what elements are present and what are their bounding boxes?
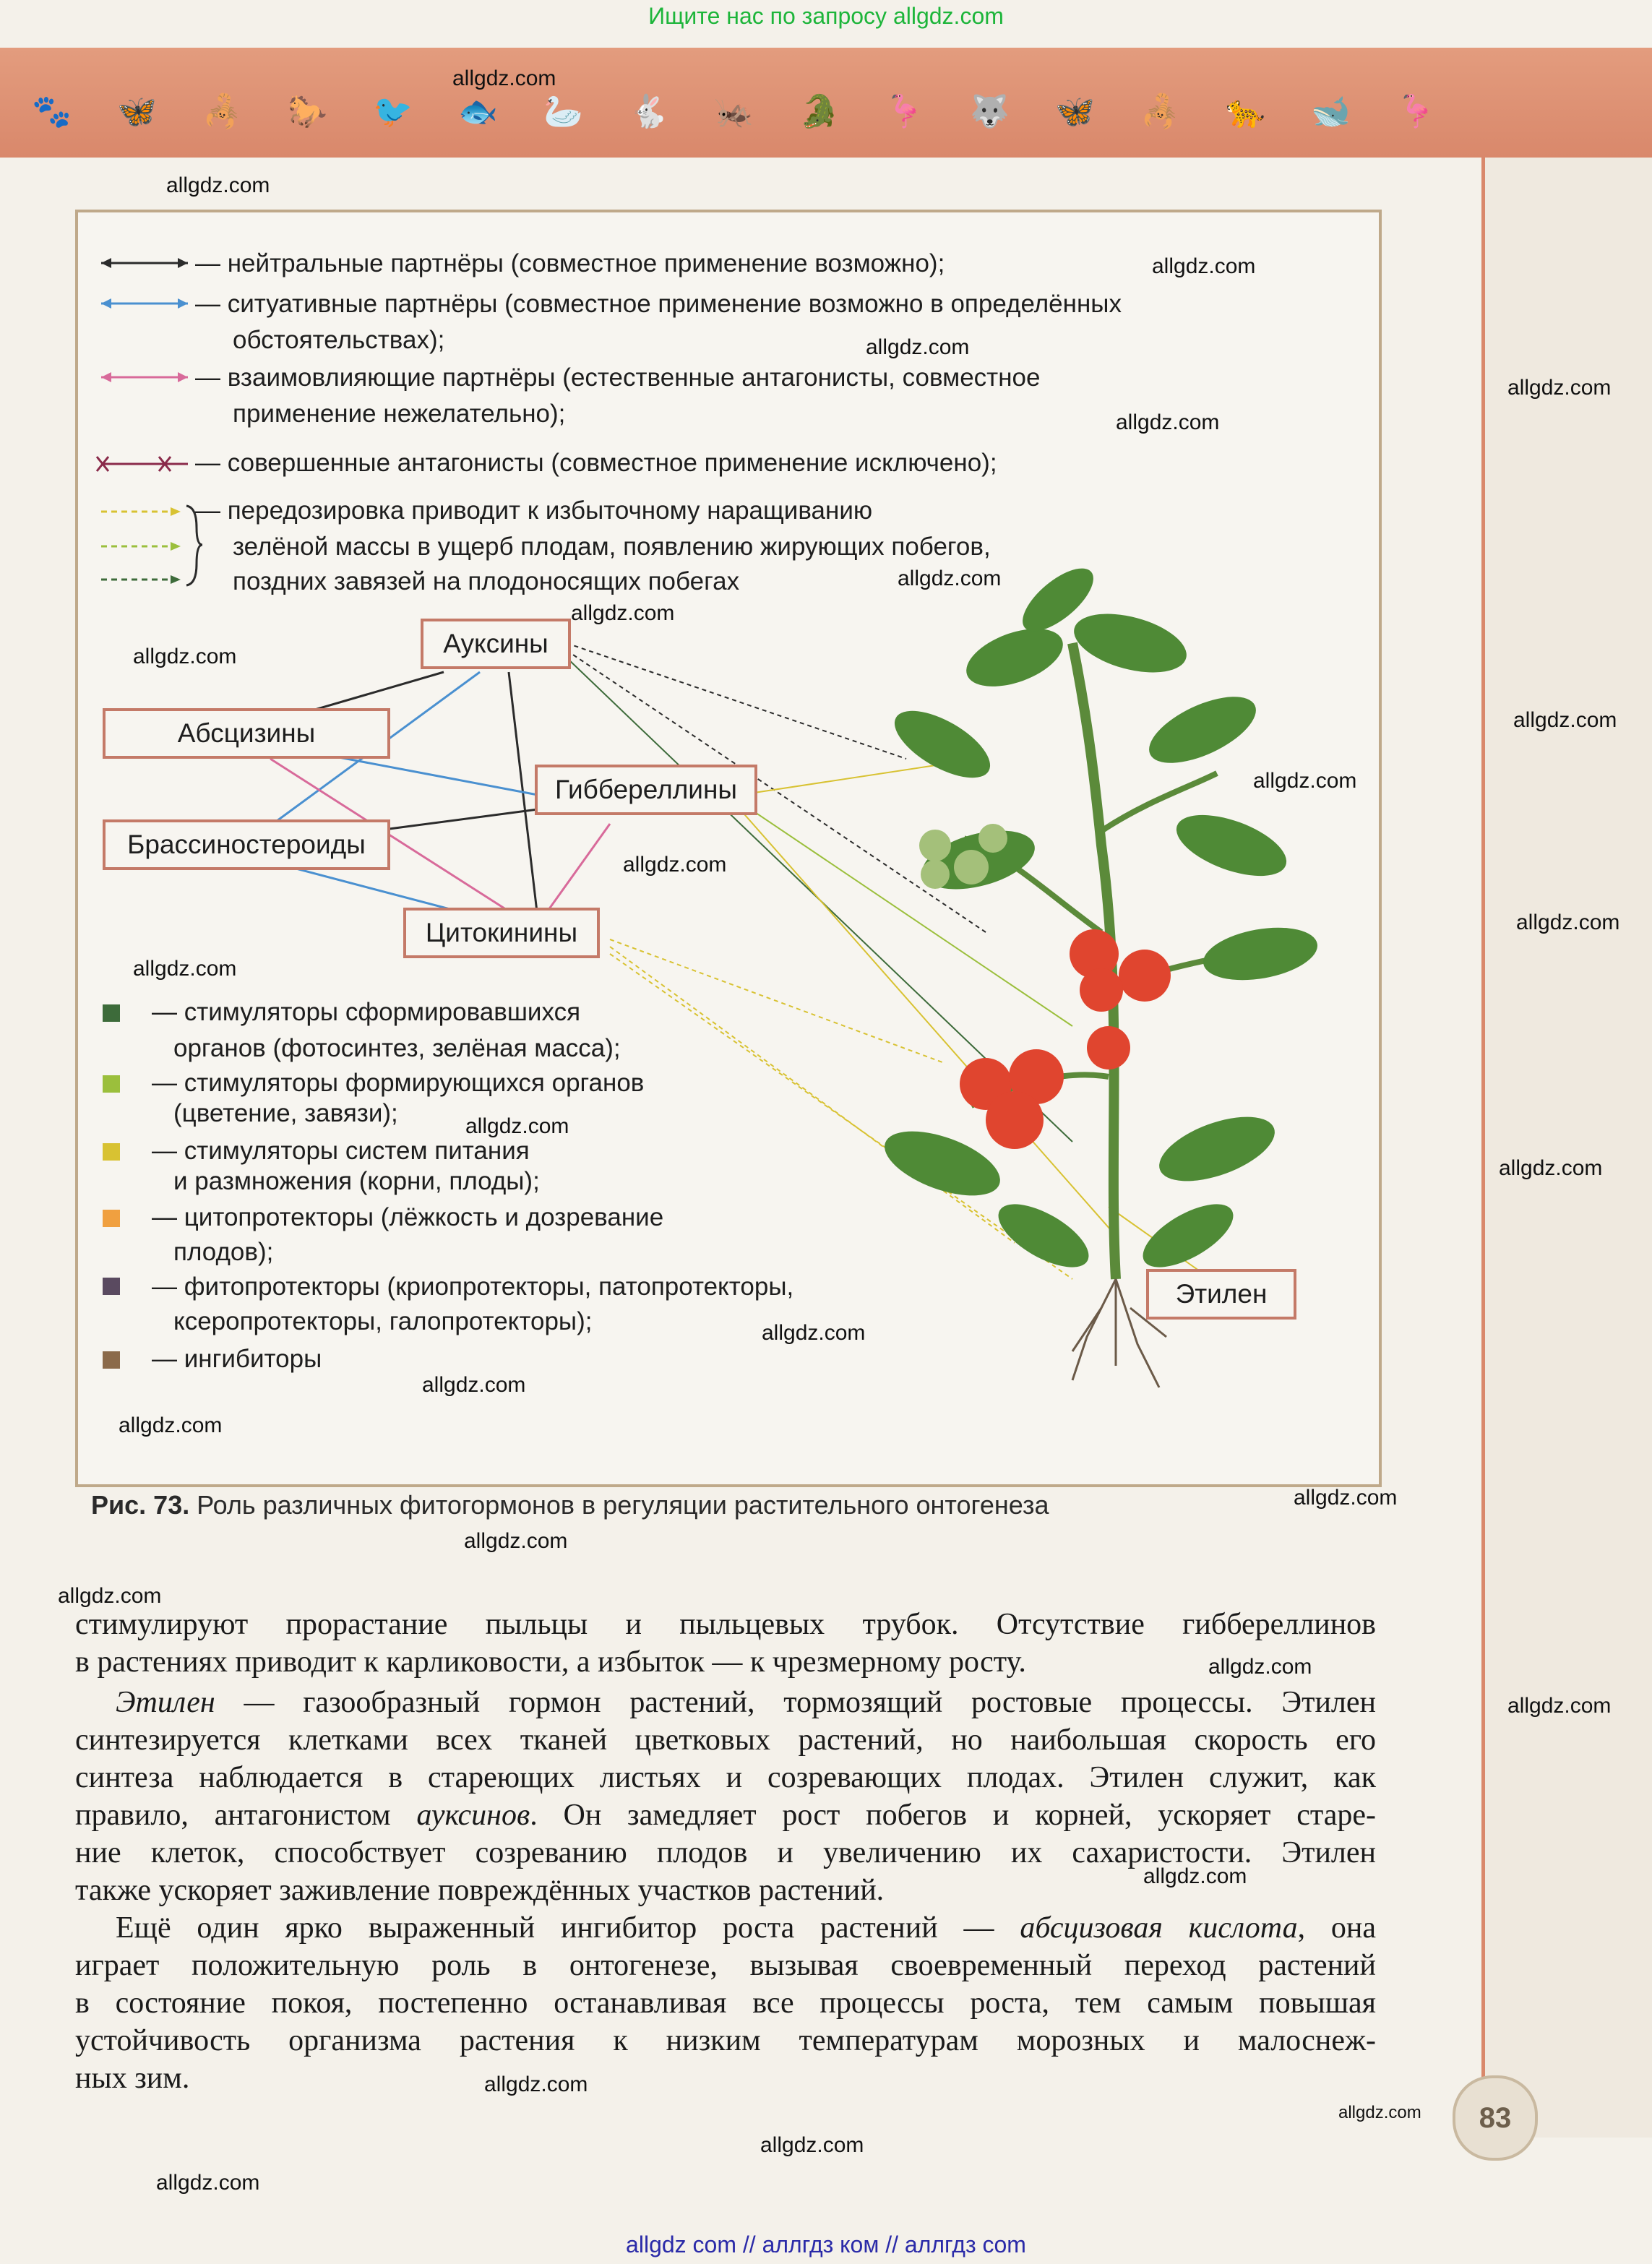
header-animal-icon: 🐺 bbox=[970, 94, 1010, 129]
header-animal-icon: 🦂 bbox=[1140, 94, 1180, 129]
color-legend-2b: (цветение, завязи); bbox=[173, 1099, 398, 1127]
body-line-10: играет положительную роль в онтогенезе, вызывая своевременный переход растений bbox=[75, 1949, 1376, 1982]
watermark: allgdz.com bbox=[898, 567, 1002, 590]
page-number: 83 bbox=[1453, 2075, 1538, 2161]
swatch-forming-organs bbox=[103, 1075, 120, 1093]
body-line-5: синтеза наблюдается в стареющих листьях и созревающих плодах. Этилен служит, как bbox=[75, 1761, 1376, 1794]
body-line-13: ных зим. bbox=[75, 2062, 190, 2095]
header-animal-icon: 🦩 bbox=[1396, 94, 1436, 129]
legend-antagonists: — совершенные антагонисты (совместное применение исключено); bbox=[195, 449, 997, 477]
term-ethylene: Этилен bbox=[116, 1686, 215, 1719]
bottom-banner[interactable]: allgdz com // аллгдз ком // аллгдз com bbox=[626, 2231, 1026, 2257]
watermark: allgdz.com bbox=[1507, 1694, 1612, 1718]
watermark: allgdz.com bbox=[762, 1321, 866, 1345]
swatch-cytoprotectors bbox=[103, 1210, 120, 1227]
body-line-7: ние клеток, способствует созреванию плодов и увеличению их сахаристости. Этилен bbox=[75, 1836, 1376, 1869]
body-line-3: Этилен — газообразный гормон растений, тормозящий ростовые процессы. Этилен bbox=[116, 1686, 1376, 1719]
color-legend-5a: — фитопротекторы (криопротекторы, патопротекторы, bbox=[152, 1273, 794, 1301]
body-line-8: также ускоряет заживление повреждённых участков растений. bbox=[75, 1874, 885, 1907]
watermark: allgdz.com bbox=[1507, 376, 1612, 400]
watermark: allgdz.com bbox=[623, 853, 727, 877]
legend-overdose-2: зелёной массы в ущерб плодам, появлению жирующих побегов, bbox=[233, 533, 991, 561]
color-legend-1a: — стимуляторы сформировавшихся bbox=[152, 998, 581, 1026]
header-animal-icon: 🐊 bbox=[799, 94, 839, 129]
watermark: allgdz.com bbox=[133, 645, 237, 668]
top-banner[interactable]: Ищите нас по запросу allgdz.com bbox=[648, 3, 1004, 29]
watermark: allgdz.com bbox=[1513, 708, 1617, 732]
hormone-box-auxins: Ауксины bbox=[421, 619, 571, 669]
body-line-6: правило, антагонистом ауксинов. Он замедляет рост побегов и корней, ускоряет старе- bbox=[75, 1799, 1376, 1832]
color-legend-6a: — ингибиторы bbox=[152, 1345, 322, 1373]
header-animal-icon: 🐦 bbox=[373, 94, 413, 129]
figure-caption bbox=[91, 1490, 1049, 1520]
watermark: allgdz.com bbox=[133, 957, 237, 981]
color-legend-3b: и размножения (корни, плоды); bbox=[173, 1167, 540, 1195]
swatch-nutrition bbox=[103, 1143, 120, 1161]
watermark: allgdz.com bbox=[166, 173, 270, 197]
color-legend-2a: — стимуляторы формирующихся органов bbox=[152, 1069, 645, 1097]
watermark: allgdz.com bbox=[58, 1584, 162, 1608]
watermark: allgdz.com bbox=[119, 1413, 223, 1437]
header-animal-icon: 🦗 bbox=[714, 94, 754, 129]
watermark: allgdz.com bbox=[1116, 410, 1220, 434]
watermark: allgdz.com bbox=[866, 335, 970, 359]
color-legend-5b: ксеропротекторы, галопротекторы); bbox=[173, 1307, 593, 1335]
body-line-2: в растениях приводит к карликовости, а избыток — к чрезмерному росту. bbox=[75, 1645, 1026, 1679]
watermark: allgdz.com bbox=[1152, 254, 1256, 278]
legend-situational-2: обстоятельствах); bbox=[233, 326, 445, 354]
legend-mutual-1: — взаимовлияющие партнёры (естественные антагонисты, совместное bbox=[195, 363, 1041, 392]
legend-overdose-3: поздних завязей на плодоносящих побегах bbox=[233, 567, 740, 595]
hormone-box-ethylene: Этилен bbox=[1146, 1269, 1296, 1320]
color-legend-4b: плодов); bbox=[173, 1238, 274, 1266]
watermark: allgdz.com bbox=[1253, 769, 1357, 793]
header-animal-icon: 🐇 bbox=[629, 94, 668, 129]
watermark: allgdz.com bbox=[1338, 2103, 1421, 2122]
legend-overdose-1: — передозировка приводит к избыточному наращиванию bbox=[195, 496, 873, 525]
watermark: allgdz.com bbox=[760, 2133, 864, 2157]
header-animal-icon: 🦋 bbox=[1055, 94, 1095, 129]
body-line-12: устойчивость организма растения к низким температурам морозных и малоснеж- bbox=[75, 2024, 1376, 2057]
watermark: allgdz.com bbox=[484, 2073, 588, 2096]
watermark: allgdz.com bbox=[465, 1114, 569, 1138]
swatch-formed-organs bbox=[103, 1004, 120, 1022]
watermark: allgdz.com bbox=[1516, 911, 1620, 934]
hormone-box-gibberellins: Гиббереллины bbox=[535, 765, 757, 815]
watermark: allgdz.com bbox=[1143, 1864, 1247, 1888]
caption-text: Роль различных фитогормонов в регуляции растительного онтогенеза bbox=[197, 1490, 1049, 1520]
watermark: allgdz.com bbox=[452, 66, 556, 90]
watermark: allgdz.com bbox=[156, 2171, 260, 2195]
body-line-1: стимулируют прорастание пыльцы и пыльцевых трубок. Отсутствие гиббереллинов bbox=[75, 1608, 1376, 1641]
header-animal-icon: 🦩 bbox=[885, 94, 924, 129]
watermark: allgdz.com bbox=[1499, 1156, 1603, 1180]
legend-mutual-2: применение нежелательно); bbox=[233, 400, 566, 428]
header-animal-icon: 🦢 bbox=[543, 94, 583, 129]
header-animal-icon: 🐋 bbox=[1311, 94, 1351, 129]
swatch-phytoprotectors bbox=[103, 1278, 120, 1295]
hormone-box-brassinosteroids: Брассиностероиды bbox=[103, 819, 390, 870]
watermark: allgdz.com bbox=[464, 1529, 568, 1553]
header-animal-icon: 🐾 bbox=[32, 94, 72, 129]
header-animal-icon: 🐆 bbox=[1226, 94, 1265, 129]
body-line-9: Ещё один ярко выраженный ингибитор роста растений — абсцизовая кислота, она bbox=[116, 1911, 1377, 1945]
term-abscisic-acid: абсцизовая кислота bbox=[1020, 1911, 1298, 1945]
tomato-plant-illustration bbox=[877, 558, 1322, 1387]
legend-situational-1: — ситуативные партнёры (совместное применение возможно в определённых bbox=[195, 290, 1122, 318]
header-animal-icon: 🐟 bbox=[458, 94, 498, 129]
body-line-11: в состояние покоя, постепенно останавливая все процессы роста, тем самым повышая bbox=[75, 1987, 1376, 2020]
hormone-box-cytokinins: Цитокинины bbox=[403, 908, 600, 958]
caption-label: Рис. 73. bbox=[91, 1490, 190, 1520]
watermark: allgdz.com bbox=[1294, 1486, 1398, 1510]
watermark: allgdz.com bbox=[571, 601, 675, 625]
term-auxins: ауксинов bbox=[416, 1799, 530, 1832]
color-legend-3a: — стимуляторы систем питания bbox=[152, 1137, 530, 1165]
body-line-4: синтезируется клетками всех тканей цветковых растений, но наибольшая скорость его bbox=[75, 1723, 1376, 1757]
header-animal-icon: 🐎 bbox=[288, 94, 327, 129]
hormone-box-abscisins: Абсцизины bbox=[103, 708, 390, 759]
swatch-inhibitors bbox=[103, 1351, 120, 1369]
watermark: allgdz.com bbox=[422, 1373, 526, 1397]
margin-panel bbox=[1485, 158, 1652, 2138]
watermark: allgdz.com bbox=[1208, 1655, 1312, 1679]
color-legend-1b: органов (фотосинтез, зелёная масса); bbox=[173, 1034, 621, 1062]
legend-neutral: — нейтральные партнёры (совместное применение возможно); bbox=[195, 249, 945, 277]
header-animal-icon: 🦋 bbox=[117, 94, 157, 129]
header-animal-icon: 🦂 bbox=[202, 94, 242, 129]
header-band bbox=[0, 48, 1652, 158]
color-legend-4a: — цитопротекторы (лёжкость и дозревание bbox=[152, 1203, 664, 1231]
